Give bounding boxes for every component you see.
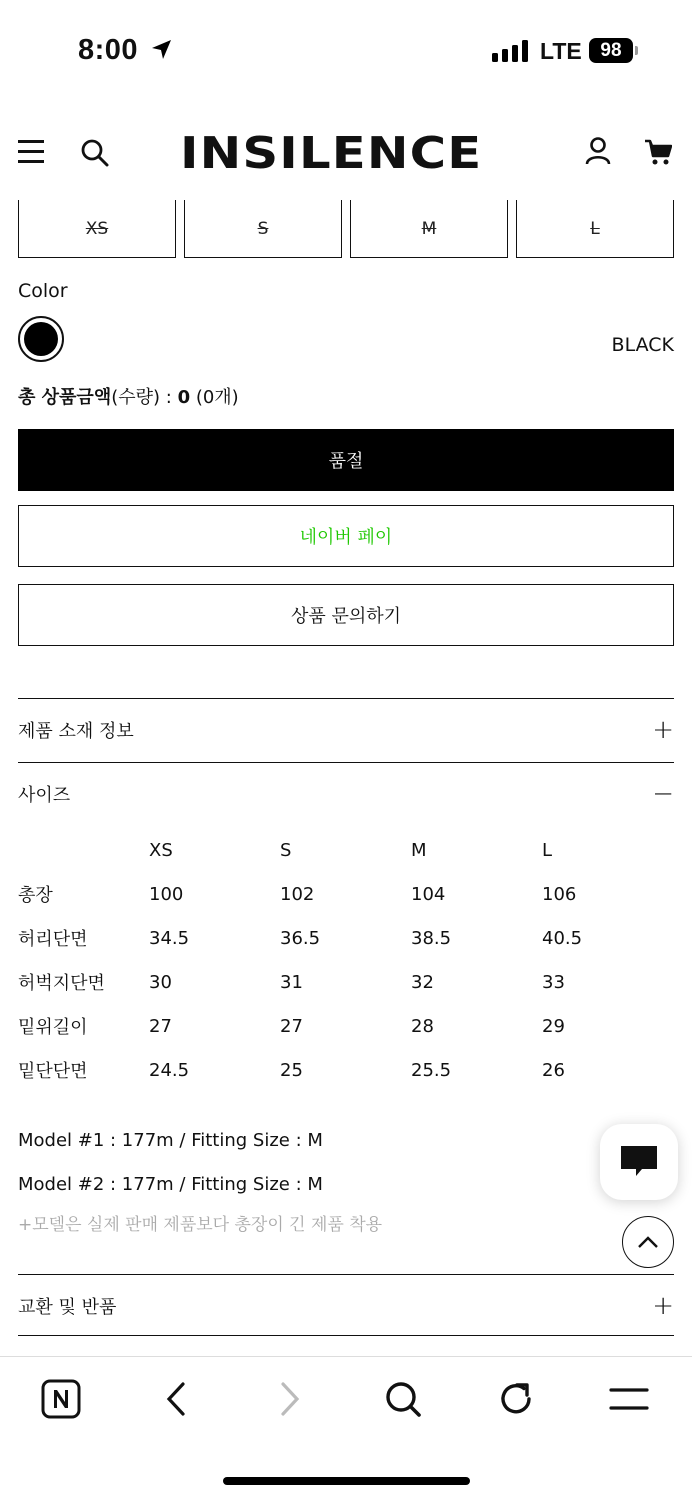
- browser-toolbar: [0, 1356, 692, 1500]
- table-cell: 106: [542, 883, 577, 905]
- site-logo[interactable]: INSILENCE: [180, 128, 483, 179]
- table-cell: 26: [542, 1059, 565, 1081]
- location-arrow-icon: [150, 38, 174, 62]
- table-header: M: [411, 839, 427, 861]
- battery-tip: [635, 46, 638, 55]
- menu-icon[interactable]: [18, 138, 44, 164]
- status-time: 8:00: [78, 34, 139, 66]
- model-info-2: Model #2 : 177m / Fitting Size : M: [18, 1174, 323, 1195]
- table-cell: 104: [411, 883, 446, 905]
- size-label: S: [257, 218, 269, 239]
- table-cell: 36.5: [280, 927, 321, 949]
- color-label: Color: [18, 280, 68, 302]
- table-cell: 25: [280, 1059, 303, 1081]
- table-cell: 총장: [18, 885, 53, 906]
- scroll-top-button[interactable]: [622, 1216, 674, 1268]
- accordion-size[interactable]: [18, 762, 674, 825]
- total-label: 총 상품금액: [18, 387, 112, 408]
- size-label: L: [590, 218, 600, 239]
- size-table: [18, 828, 674, 1092]
- naver-pay-button[interactable]: 네이버 페이: [18, 505, 674, 567]
- status-bar: [0, 0, 692, 100]
- size-option-l[interactable]: [516, 200, 674, 258]
- table-cell: 24.5: [149, 1059, 190, 1081]
- size-option-xs[interactable]: [18, 200, 176, 258]
- plus-icon[interactable]: +: [652, 1291, 674, 1321]
- table-cell: 허리단면: [18, 929, 88, 950]
- size-label: M: [421, 218, 437, 239]
- table-cell: 밑위길이: [18, 1017, 88, 1038]
- table-cell: 29: [542, 1015, 565, 1037]
- size-label: XS: [85, 218, 109, 239]
- table-cell: 31: [280, 971, 303, 993]
- back-icon[interactable]: [156, 1379, 196, 1419]
- battery-icon: 98: [589, 38, 633, 63]
- accordion-label: 제품 소재 정보: [18, 721, 134, 742]
- signal-icon: [492, 40, 528, 62]
- total-count: (0개): [190, 387, 239, 408]
- total-amount: 0: [177, 387, 191, 408]
- model-info-1: Model #1 : 177m / Fitting Size : M: [18, 1130, 323, 1151]
- table-header: S: [280, 839, 292, 861]
- chevron-up-icon: [637, 1235, 659, 1249]
- total-qty-label: (수량) :: [111, 387, 178, 408]
- product-inquiry-button[interactable]: 상품 문의하기: [18, 584, 674, 646]
- table-cell: 32: [411, 971, 434, 993]
- table-cell: 27: [280, 1015, 303, 1037]
- naver-home-icon[interactable]: [41, 1379, 81, 1419]
- accordion-label: 사이즈: [18, 785, 71, 806]
- table-cell: 100: [149, 883, 184, 905]
- chat-button[interactable]: [600, 1124, 678, 1200]
- table-row: [18, 916, 674, 960]
- search-icon[interactable]: [383, 1379, 423, 1419]
- table-cell: 허벅지단면: [18, 973, 105, 994]
- table-header-row: [18, 828, 674, 872]
- size-option-s[interactable]: [184, 200, 342, 258]
- table-header: L: [542, 839, 553, 861]
- size-option-m[interactable]: [350, 200, 508, 258]
- total-price: [18, 383, 239, 409]
- table-cell: 40.5: [542, 927, 583, 949]
- plus-icon[interactable]: +: [652, 715, 674, 745]
- color-swatch-black[interactable]: [18, 316, 64, 362]
- network-label: LTE: [540, 38, 582, 64]
- chat-icon: [620, 1145, 658, 1179]
- size-options: [18, 200, 674, 258]
- search-icon[interactable]: [80, 138, 110, 168]
- minus-icon[interactable]: −: [652, 779, 674, 809]
- table-header: XS: [149, 839, 173, 861]
- selected-color-name: BLACK: [611, 334, 674, 356]
- divider: [18, 1335, 674, 1337]
- table-cell: 34.5: [149, 927, 190, 949]
- table-cell: 27: [149, 1015, 172, 1037]
- home-indicator[interactable]: [223, 1477, 470, 1485]
- user-icon[interactable]: [584, 136, 612, 166]
- table-cell: 38.5: [411, 927, 452, 949]
- table-cell: 밑단단면: [18, 1061, 88, 1082]
- sold-out-button[interactable]: 품절: [18, 429, 674, 491]
- forward-icon[interactable]: [270, 1379, 310, 1419]
- menu-icon[interactable]: [609, 1379, 649, 1419]
- cart-icon[interactable]: [644, 138, 672, 166]
- model-note: +모델은 실제 판매 제품보다 총장이 긴 제품 착용: [18, 1215, 383, 1235]
- table-row: [18, 872, 674, 916]
- site-header: [0, 118, 692, 190]
- table-cell: 102: [280, 883, 315, 905]
- reload-icon[interactable]: [496, 1379, 536, 1419]
- accordion-label: 교환 및 반품: [18, 1297, 117, 1318]
- table-cell: 33: [542, 971, 565, 993]
- table-row: [18, 1048, 674, 1092]
- table-row: [18, 1004, 674, 1048]
- table-cell: 25.5: [411, 1059, 452, 1081]
- accordion-exchange[interactable]: [18, 1274, 674, 1337]
- table-row: [18, 960, 674, 1004]
- accordion-material[interactable]: [18, 698, 674, 761]
- table-cell: 30: [149, 971, 172, 993]
- table-cell: 28: [411, 1015, 434, 1037]
